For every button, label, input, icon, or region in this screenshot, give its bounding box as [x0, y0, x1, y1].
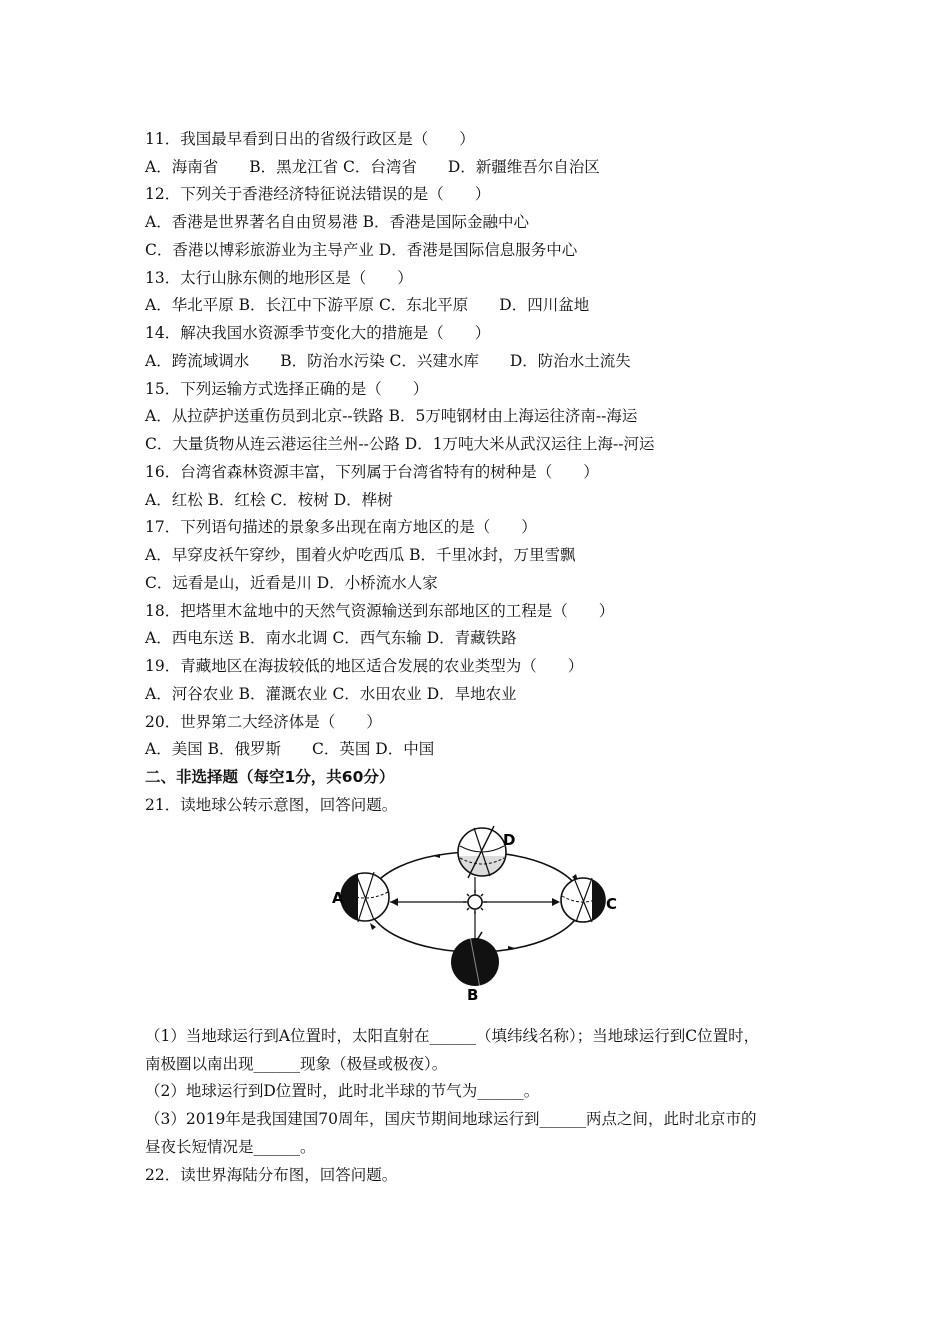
- question-19-options: A．河谷农业 B．灌溉农业 C．水田农业 D．旱地农业: [145, 685, 517, 703]
- label-d: D: [503, 831, 516, 849]
- question-21-part-2: （2）地球运行到D位置时，此时北半球的节气为______。: [145, 1082, 540, 1100]
- arrow-to-c: [552, 898, 560, 906]
- question-14: 14．解决我国水资源季节变化大的措施是（ ）: [145, 324, 491, 342]
- label-a: A: [332, 889, 344, 907]
- earth-position-b: [451, 932, 499, 988]
- question-12-options-cd: C．香港以博彩旅游业为主导产业 D．香港是国际信息服务中心: [145, 241, 578, 259]
- question-13-options: A．华北平原 B．长江中下游平原 C．东北平原 D．四川盆地: [145, 296, 590, 314]
- question-13: 13．太行山脉东侧的地形区是（ ）: [145, 269, 413, 287]
- question-20: 20．世界第二大经济体是（ ）: [145, 713, 382, 731]
- question-20-options: A．美国 B．俄罗斯 C．英国 D．中国: [145, 740, 435, 758]
- question-21-part-1-line-2: 南极圈以南出现______现象（极昼或极夜）。: [145, 1055, 448, 1073]
- question-11: 11．我国最早看到日出的省级行政区是（ ）: [145, 130, 475, 148]
- question-17-options-cd: C．远看是山，近看是川 D．小桥流水人家: [145, 574, 438, 592]
- label-c: C: [606, 895, 618, 913]
- question-19: 19．青藏地区在海拔较低的地区适合发展的农业类型为（ ）: [145, 657, 584, 675]
- question-21-part-3-line-1: （3）2019年是我国建国70周年，国庆节期间地球运行到______两点之间，此时北京市的: [145, 1110, 757, 1128]
- question-16: 16．台湾省森林资源丰富，下列属于台湾省特有的树种是（ ）: [145, 463, 599, 481]
- question-15-options-ab: A．从拉萨护送重伤员到北京--铁路 B．5万吨钢材由上海运往济南--海运: [145, 407, 638, 425]
- section-heading: 二、非选择题（每空1分，共60分）: [145, 768, 395, 786]
- orbit-arrow-left: [370, 923, 376, 930]
- question-21-part-3-line-2: 昼夜长短情况是______。: [145, 1138, 316, 1156]
- question-12: 12．下列关于香港经济特征说法错误的是（ ）: [145, 185, 491, 203]
- question-12-options-ab: A．香港是世界著名自由贸易港 B．香港是国际金融中心: [145, 213, 530, 231]
- question-16-options: A．红松 B．红桧 C．桉树 D．桦树: [145, 491, 393, 509]
- question-21-part-1-line-1: （1）当地球运行到A位置时，太阳直射在______（填纬线名称）；当地球运行到C位置时，: [145, 1027, 760, 1045]
- question-17-options-ab: A．早穿皮袄午穿纱，围着火炉吃西瓜 B．千里冰封，万里雪飘: [145, 546, 576, 564]
- question-18: 18．把塔里木盆地中的天然气资源输送到东部地区的工程是（ ）: [145, 602, 615, 620]
- earth-position-c: [561, 878, 606, 922]
- question-15-options-cd: C．大量货物从连云港运往兰州--公路 D．1万吨大米从武汉运往上海--河运: [145, 435, 655, 453]
- question-11-options: A．海南省 B．黑龙江省 C．台湾省 D．新疆维吾尔自治区: [145, 158, 600, 176]
- earth-orbit-diagram: [330, 822, 620, 1002]
- question-14-options: A．跨流域调水 B．防治水污染 C．兴建水库 D．防治水土流失: [145, 352, 631, 370]
- label-b: B: [467, 986, 479, 1002]
- question-22: 22．读世界海陆分布图，回答问题。: [145, 1166, 398, 1184]
- question-18-options: A．西电东送 B．南水北调 C．西气东输 D．青藏铁路: [145, 629, 517, 647]
- earth-position-a: [341, 872, 389, 922]
- question-21: 21．读地球公转示意图，回答问题。: [145, 796, 398, 814]
- arrow-to-a: [390, 898, 398, 906]
- question-17: 17．下列语句描述的景象多出现在南方地区的是（ ）: [145, 518, 537, 536]
- question-15: 15．下列运输方式选择正确的是（ ）: [145, 380, 429, 398]
- earth-position-d: [458, 826, 506, 878]
